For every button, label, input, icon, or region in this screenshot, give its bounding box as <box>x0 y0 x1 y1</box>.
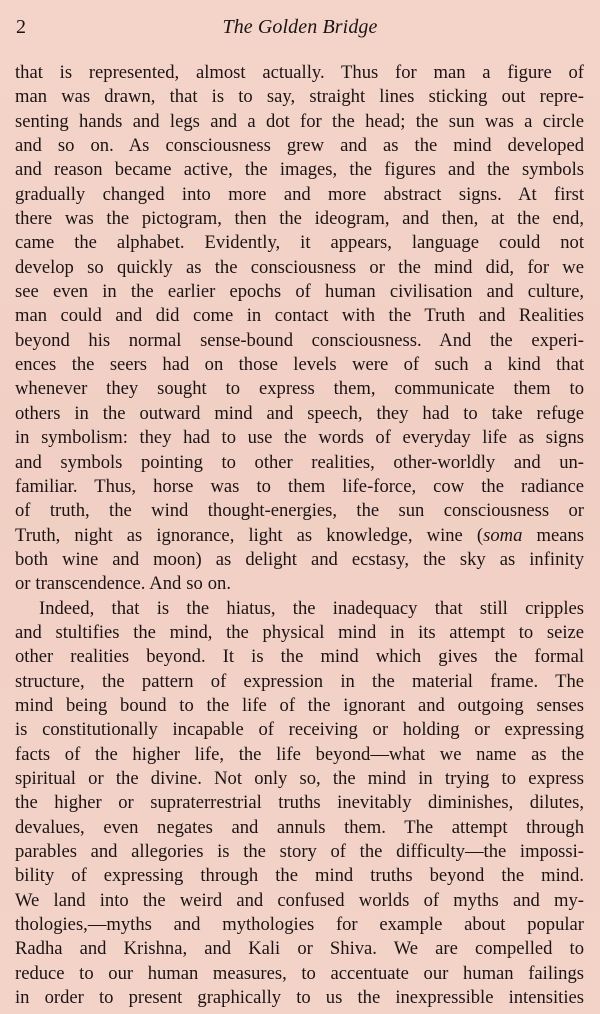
text-line-soma <box>15 524 584 548</box>
text-line: structure, the pattern of expression in the material frame. The <box>15 670 584 692</box>
text-line: see even in the earlier epochs of human civilisation and culture, <box>15 281 584 303</box>
text-line: ences the seers had on those levels were of such a kind that <box>15 354 584 376</box>
text-line: came the alphabet. Evidently, it appears, language could not <box>15 232 584 254</box>
text-line: reduce to our human measures, to accentuate our human failings <box>15 962 584 984</box>
text-line: the higher or supraterrestrial truths inevitably diminishes, dilutes, <box>15 792 584 814</box>
running-title: The Golden Bridge <box>222 16 378 38</box>
italic-word-soma: soma <box>483 524 523 546</box>
text-line: man was drawn, that is to say, straight lines sticking out repre- <box>15 86 584 108</box>
text-line: spiritual or the divine. Not only so, the mind in trying to express <box>15 767 584 789</box>
text-line: in symbolism: they had to use the words of everyday life as signs <box>15 427 584 449</box>
text-line: and stultifies the mind, the physical mind in its attempt to seize <box>15 621 584 643</box>
text-line: beyond his normal sense-bound consciousness. And the experi- <box>15 329 584 351</box>
page-header <box>16 13 584 41</box>
text-line: is constitutionally incapable of receiving or holding or expressing <box>15 719 584 741</box>
text-segment: means <box>522 524 584 546</box>
text-line: others in the outward mind and speech, they had to take refuge <box>15 402 584 424</box>
text-line: in order to present graphically to us the inexpressible intensities <box>15 987 584 1009</box>
page-number: 2 <box>16 16 26 38</box>
body-text <box>15 61 584 1010</box>
paragraph-2 <box>15 597 584 1011</box>
text-line: and reason became active, the images, the figures and the symbols <box>15 159 584 181</box>
text-line: Indeed, that is the hiatus, the inadequacy that still cripples <box>39 597 584 619</box>
text-line: Radha and Krishna, and Kali or Shiva. We are compelled to <box>15 938 584 960</box>
text-line: parables and allegories is the story of the difficulty—the impossi- <box>15 841 584 862</box>
text-line: facts of the higher life, the life beyond—what we name as the <box>15 743 584 765</box>
text-line: or transcendence. And so on. <box>15 573 231 595</box>
text-line: bility of expressing through the mind truths beyond the mind. <box>15 865 584 887</box>
text-line: We land into the weird and confused worlds of myths and my- <box>15 889 584 911</box>
text-line: other realities beyond. It is the mind which gives the formal <box>15 646 584 668</box>
text-line: both wine and moon) as delight and ecstasy, the sky as infinity <box>15 548 584 570</box>
text-line: and symbols pointing to other realities, other-worldly and un- <box>15 451 584 473</box>
text-line: senting hands and legs and a dot for the head; the sun was a circle <box>15 110 584 132</box>
paragraph-1 <box>15 61 584 597</box>
text-line: and so on. As consciousness grew and as the mind developed <box>15 135 584 157</box>
text-line: mind being bound to the life of the ignorant and outgoing senses <box>15 694 584 716</box>
text-line: thologies,—myths and mythologies for example about popular <box>15 914 584 936</box>
text-line: that is represented, almost actually. Thus for man a figure of <box>15 62 584 83</box>
text-line: devalues, even negates and annuls them. The attempt through <box>15 816 584 838</box>
text-line: whenever they sought to express them, communicate them to <box>15 378 584 400</box>
text-line: gradually changed into more and more abstract signs. At first <box>15 183 584 205</box>
text-line: of truth, the wind thought-energies, the sun consciousness or <box>15 500 584 522</box>
text-segment: Truth, night as ignorance, light as knowledge, wine ( <box>15 524 484 546</box>
text-line: there was the pictogram, then the ideogram, and then, at the end, <box>15 208 584 230</box>
text-line: develop so quickly as the consciousness or the mind did, for we <box>15 256 584 278</box>
text-line: man could and did come in contact with the Truth and Realities <box>15 305 584 327</box>
text-line: familiar. Thus, horse was to them life-force, cow the radiance <box>15 475 584 497</box>
